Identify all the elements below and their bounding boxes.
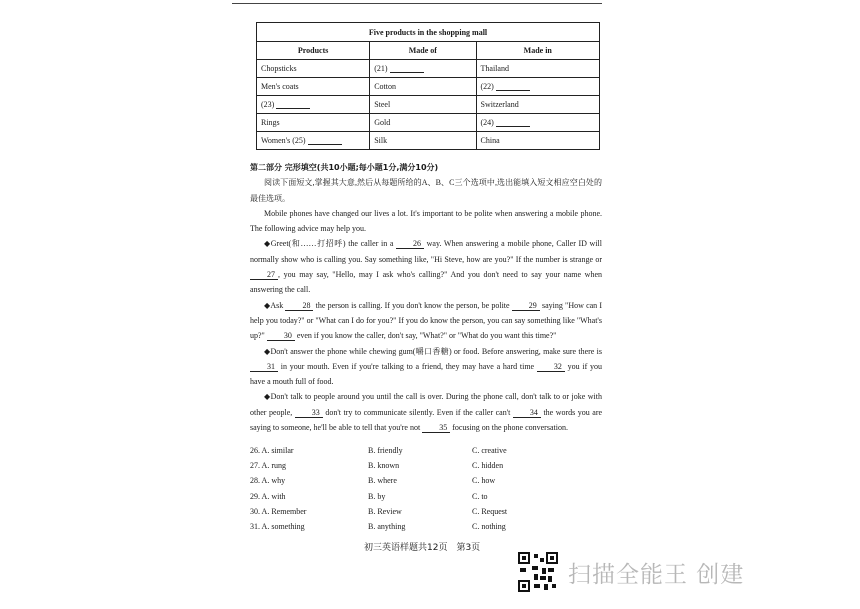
table-cell: Men's coats	[257, 78, 370, 96]
table-caption: Five products in the shopping mall	[257, 23, 600, 42]
table-cell: (23)	[257, 96, 370, 114]
table-row	[257, 114, 600, 132]
top-rule	[232, 3, 602, 4]
col-header: Made in	[476, 42, 599, 60]
table-header-row	[257, 42, 600, 60]
blank-32: 32	[537, 362, 565, 372]
blank-29: 29	[512, 301, 540, 311]
blank-27: 27	[250, 270, 278, 280]
table-row	[257, 96, 600, 114]
table-cell: Thailand	[476, 60, 599, 78]
table-cell: Rings	[257, 114, 370, 132]
passage-paragraph: ◆Don't answer the phone while chewing gum(嚼口香糖) or food. Before answering, make sure there is 31 in your mouth. Even if you're talking to a friend, they may have a hard time 32 you if you have a mouth full of food.	[250, 346, 603, 387]
table-cell: Steel	[370, 96, 476, 114]
page-footer: 初三英语样题共12页 第3页	[364, 543, 481, 553]
table-row	[257, 60, 600, 78]
table-row	[257, 132, 600, 150]
section-instruction: 阅读下面短文,掌握其大意,然后从每题所给的A、B、C三个选项中,选出能填入短文相应空白处的最佳选项。	[250, 178, 602, 203]
col-header: Made of	[370, 42, 476, 60]
table-cell: Switzerland	[476, 96, 599, 114]
option-row: 28. A. why B. where C. how	[250, 476, 496, 486]
passage-paragraph: ◆Greet(和……打招呼) the caller in a 26 way. When answering a mobile phone, Caller ID will normally show who is calling you. Say something like, "Hi Steve, how are you?" If the number is strange or 27 , you may say, "Hello, may I ask who's calling?" And you don't need to say your name when answering the call.	[250, 239, 603, 295]
answer-options	[250, 446, 610, 537]
qr-code-icon	[518, 552, 558, 592]
option-row: 31. A. something B. anything C. nothing	[250, 521, 506, 531]
table-cell: (21)	[370, 60, 476, 78]
blank-31: 31	[250, 362, 278, 372]
table-cell: (22)	[476, 78, 599, 96]
passage-paragraph: Mobile phones have changed our lives a lot. It's important to be polite when answering a mobile phone. The following advice may help you.	[250, 208, 602, 234]
passage-paragraph: ◆Ask 28 the person is calling. If you don't know the person, be polite 29 saying "How can I help you today?" or "What can I do for you?" If you do know the person, you can say something like "What's up?" 30 even if you know the caller, don't say, "What?" or "What do you want this time?"	[250, 300, 603, 341]
table-cell: Cotton	[370, 78, 476, 96]
table-cell: Gold	[370, 114, 476, 132]
blank-26: 26	[396, 239, 424, 249]
blank-35: 35	[422, 423, 450, 433]
table-row	[257, 78, 600, 96]
table-cell: China	[476, 132, 599, 150]
table-cell: Silk	[370, 132, 476, 150]
blank-34: 34	[513, 408, 541, 418]
products-table	[256, 22, 600, 150]
passage-paragraph: ◆Don't talk to people around you until the call is over. During the phone call, don't talk to or joke with other people, 33 don't try to communicate silently. Even if the caller can't 34 the words you are saying to someone, he'll be able to tell that you're not 35 focusing on the phone conversation.	[250, 392, 603, 433]
section-title: 第二部分 完形填空(共10小题;每小题1分,满分10分)	[250, 163, 439, 172]
option-row: 29. A. with B. by C. to	[250, 491, 488, 501]
option-row: 26. A. similar B. friendly C. creative	[250, 446, 507, 455]
option-row: 30. A. Remember B. Review C. Request	[250, 506, 508, 516]
scanner-watermark: 扫描全能王 创建	[568, 562, 745, 588]
table-cell: Chopsticks	[257, 60, 370, 78]
blank-28: 28	[285, 301, 313, 311]
blank-30: 30	[267, 331, 295, 341]
cloze-section	[250, 160, 602, 435]
col-header: Products	[257, 42, 370, 60]
blank-33: 33	[295, 408, 323, 418]
table-cell: (24)	[476, 114, 599, 132]
option-row: 27. A. rung B. known C. hidden	[250, 461, 504, 471]
table-cell: Women's (25)	[257, 132, 370, 150]
